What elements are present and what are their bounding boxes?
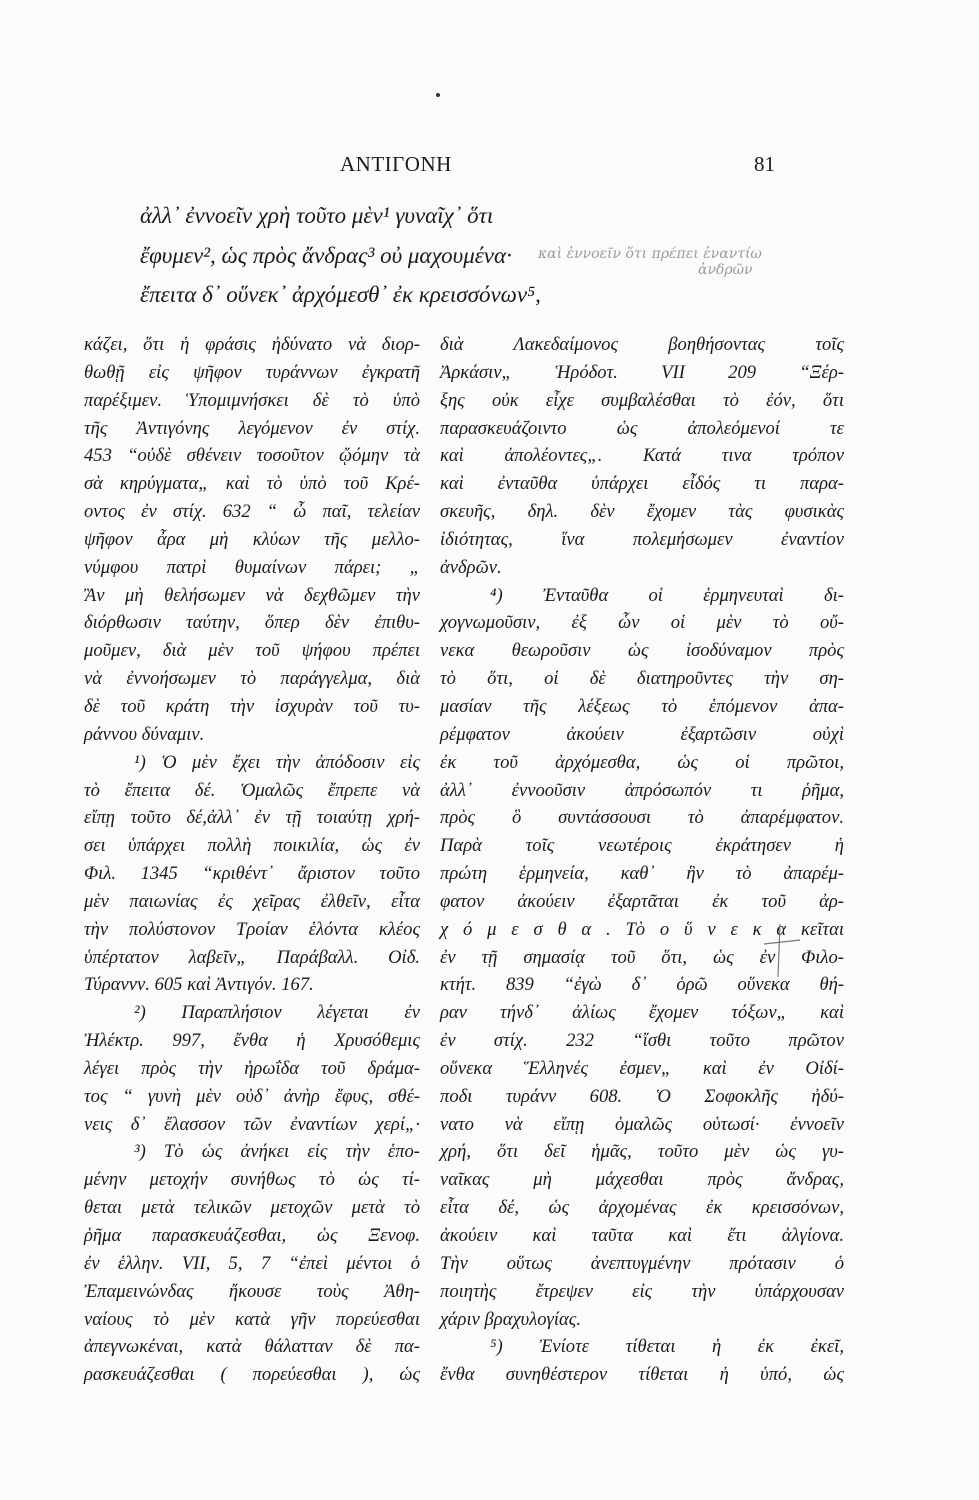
text-line: σει ὑπάρχει πολλὴ ποικιλία, ὡς ἐν	[84, 835, 420, 857]
text-line: διὰ Λακεδαίμονος βοηθήσοντας τοῖς	[440, 334, 844, 355]
text-line: ῥῆμα παρασκευάζεσθαι, ὡς Ξενοφ.	[84, 1225, 420, 1246]
text-line: ἰδιότητας, ἵνα πολεμήσωμεν ἐναντίον	[440, 528, 844, 550]
text-line: νεκα θεωροῦσιν ὡς ἰσοδύναμον πρὸς	[440, 640, 844, 662]
text-line: καὶ ἐνταῦθα ὑπάρχει εἶδός τι παρα-	[440, 473, 844, 495]
text-line: ἀλλ᾽ ἐννοοῦσιν ἀπρόσωπόν τι ῥῆμα,	[440, 779, 844, 801]
text-line: Τὴν οὕτως ἀνεπτυγμένην πρότασιν ὁ	[440, 1252, 844, 1274]
text-line: παρασκευάζοιντο ὡς ἀπολεόμενοί τε	[440, 417, 844, 439]
text-line: μασίαν τῆς λέξεως τὸ ἑπόμενον ἀπα-	[440, 695, 844, 717]
text-line: νύμφου πατρὶ θυμαίνων πάρει; „	[84, 556, 420, 578]
text-line: νατο νὰ εἴπῃ ὁμαλῶς οὑτωσί· ἐννοεῖν	[440, 1113, 844, 1135]
text-line: κτήτ. 839 “ἐγὼ δ᾽ ὁρῶ οὕνεκα θή-	[440, 974, 844, 996]
right-column-commentary	[440, 331, 844, 1389]
text-line: χ ό μ ε σ θ α . Τὸ ο ὕ ν ε κ α κεῖται	[440, 918, 844, 940]
text-line: οντος ἐν στίχ. 632 “ ὦ παῖ, τελείαν	[84, 501, 420, 523]
verse-line: ἀλλ᾽ ἐννοεῖν χρὴ τοῦτο μὲν¹ γυναῖχ᾽ ὅτι	[140, 203, 494, 228]
text-line: ⁴) Ἐνταῦθα οἱ ἑρμηνευταὶ δι-	[490, 584, 844, 606]
text-line: τὸ ὅτι, οἱ δὲ διατηροῦντες τὴν ση-	[440, 668, 844, 690]
text-line: Παρὰ τοῖς νεωτέροις ἐκράτησεν ἡ	[440, 835, 844, 857]
verse-quotation	[140, 196, 541, 315]
text-line: Τύραννν. 605 καὶ Ἀντιγόν. 167.	[84, 974, 314, 996]
text-line: νεις δ᾽ ἔλασσον τῶν ἐναντίων χερί„·	[84, 1113, 420, 1135]
running-title: ΑΝΤΙΓΟΝΗ	[340, 152, 452, 176]
text-line: τῆς Ἀντιγόνης λεγόμενον ἐν στίχ.	[84, 417, 420, 439]
text-line: ἔνθα συνηθέστερον τίθεται ἡ ὑπό, ὡς	[440, 1364, 844, 1386]
text-line: ρέμφατον ἀκούειν ἐξαρτῶσιν οὐχὶ	[440, 723, 844, 745]
page-number: 81	[754, 152, 775, 176]
text-line: μένην μετοχήν συνήθως τὸ ὡς τί-	[84, 1169, 420, 1191]
text-line: ἀκούειν καὶ ταῦτα καὶ ἔτι ἀλγίονα.	[440, 1225, 844, 1246]
ink-speck	[436, 93, 440, 97]
text-line: ψῆφον ἆρα μὴ κλύων τῆς μελλο-	[84, 528, 420, 550]
text-line: σὰ κηρύγματα„ καὶ τὸ ὑπὸ τοῦ Κρέ-	[84, 473, 420, 495]
text-line: Ἀρκάσιν„ Ἡρόδοτ. VII 209 “Ξέρ-	[440, 361, 844, 383]
text-line: Ἠλέκτρ. 997, ἔνθα ἡ Χρυσόθεμις	[84, 1030, 420, 1052]
text-line: νὰ ἐννοήσωμεν τὸ παράγγελμα, διὰ	[84, 668, 420, 690]
text-line: ναίους τὸ μὲν κατὰ γῆν πορεύεσθαι	[84, 1308, 420, 1330]
text-line: ναῖκας μὴ μάχεσθαι πρὸς ἄνδρας,	[440, 1169, 844, 1191]
text-line: οὕνεκα Ἕλληνές ἐσμεν„ καὶ ἐν Οἰδί-	[440, 1057, 844, 1079]
text-line: Ἂν μὴ θελήσωμεν νὰ δεχθῶμεν τὴν	[84, 584, 420, 606]
text-line: σκευῆς, δηλ. δὲν ἔχομεν τὰς φυσικὰς	[440, 501, 844, 523]
text-line: Φιλ. 1345 “κριθέντ᾽ ἄριστον τοῦτο	[84, 863, 420, 885]
text-line: ράννου δύναμιν.	[84, 723, 205, 745]
text-line: ρασκευάζεσθαι ( πορεύεσθαι ), ὡς	[84, 1364, 420, 1386]
text-line: ποιητὴς ἔτρεψεν εἰς τὴν ὑπάρχουσαν	[440, 1280, 844, 1302]
text-line: ἀπεγνωκέναι, κατὰ θάλατταν δὲ πα-	[84, 1336, 420, 1358]
text-line: εἴπῃ τοῦτο δέ,ἀλλ᾽ ἐν τῇ τοιαύτῃ χρή-	[84, 807, 420, 829]
text-line: ὑπέρτατον λαβεῖν„ Παράβαλλ. Οἰδ.	[84, 946, 420, 968]
text-line: ⁵) Ἐνίοτε τίθεται ἡ ἐκ ἐκεῖ,	[490, 1336, 844, 1358]
text-line: ἐν τῇ σημασίᾳ τοῦ ὅτι, ὡς ἐν Φιλο-	[440, 946, 844, 968]
text-line: ραν τήνδ᾽ ἀλίως ἔχομεν τόξων„ καὶ	[440, 1002, 844, 1024]
verse-line: ἔφυμεν², ὡς πρὸς ἄνδρας³ οὐ μαχουμένα·	[140, 242, 512, 268]
text-line: ἐν στίχ. 232 “ἴσθι τοῦτο πρῶτον	[440, 1030, 844, 1052]
left-column-commentary	[84, 331, 420, 1389]
text-line: ¹) Ὁ μὲν ἔχει τὴν ἀπόδοσιν εἰς	[134, 751, 420, 773]
text-line: ξης οὐκ εἶχε συμβαλέσθαι τὸ ἐόν, ὅτι	[440, 389, 844, 411]
text-line: ἀνδρῶν.	[440, 556, 502, 578]
text-line: χάριν βραχυλογίας.	[440, 1308, 581, 1330]
text-line: ἐν ἑλλην. VII, 5, 7 “ἐπεὶ μέντοι ὁ	[84, 1252, 420, 1274]
text-line: φατον ἀκούειν ἐξαρτᾶται ἐκ τοῦ ἀρ-	[440, 890, 844, 912]
pencil-cross-mark	[762, 922, 802, 982]
text-line: πρὸς ὃ συντάσσουσι τὸ ἀπαρέμφατον.	[440, 807, 844, 829]
text-line: χογνωμοῦσιν, ἐξ ὧν οἱ μὲν τὸ οὔ-	[440, 612, 844, 634]
verse-line: ἔπειτα δ᾽ οὕνεκ᾽ ἀρχόμεσθ᾽ ἐκ κρεισσόνων⁵,	[140, 282, 541, 307]
text-line: χρή, ὅτι δεῖ ἡμᾶς, τοῦτο μὲν ὡς γυ-	[440, 1141, 844, 1163]
text-line: ²) Παραπλήσιον λέγεται ἐν	[134, 1002, 420, 1024]
text-line: παρέξιμεν. Ὑπομιμνήσκει δὲ τὸ ὑπὸ	[84, 389, 420, 411]
pencil-line: ἀνδρῶν	[698, 262, 753, 278]
text-line: δὲ τοῦ κράτη τὴν ἰσχυρὰν τοῦ τυ-	[84, 695, 420, 717]
text-line: 453 “οὐδὲ σθένειν τοσοῦτον ᾤόμην τὰ	[84, 445, 420, 467]
pencil-line: καὶ ἐννοεῖν ὅτι πρέπει ἐναντίω	[538, 246, 762, 262]
pencil-annotation	[538, 246, 978, 278]
text-line: τὴν πολύστονον Τροίαν ἑλόντα κλέος	[84, 918, 420, 940]
text-line: πρώτη ἑρμηνεία, καθ᾽ ἣν τὸ ἀπαρέμ-	[440, 863, 844, 885]
text-line: ἐκ τοῦ ἀρχόμεσθα, ὡς οἱ πρῶτοι,	[440, 751, 844, 773]
text-line: λέγει πρὸς τὴν ἡρωΐδα τοῦ δράμα-	[84, 1057, 420, 1079]
text-line: εἶτα δέ, ὡς ἀρχομένας ἐκ κρεισσόνων,	[440, 1197, 844, 1219]
text-line: θωθῇ εἰς ψῆφον τυράννων ἐγκρατῆ	[84, 361, 420, 383]
text-line: θεται μετὰ τελικῶν μετοχῶν μετὰ τὸ	[84, 1197, 420, 1219]
text-line: διόρθωσιν ταύτην, ὅπερ δὲν ἐπιθυ-	[84, 612, 420, 634]
text-line: ³) Τὸ ὡς ἀνήκει εἰς τὴν ἑπο-	[134, 1141, 420, 1163]
text-line: τος “ γυνὴ μὲν οὐδ᾽ ἀνὴρ ἔφυς, σθέ-	[84, 1085, 420, 1107]
text-line: Ἐπαμεινώνδας ἤκουσε τοὺς Ἀθη-	[84, 1280, 420, 1302]
text-line: ποδι τυράνν 608. Ὁ Σοφοκλῆς ἠδύ-	[440, 1085, 844, 1107]
text-line: τὸ ἔπειτα δέ. Ὁμαλῶς ἔπρεπε νὰ	[84, 779, 420, 801]
text-line: καὶ ἀπολέοντες„. Κατά τινα τρόπον	[440, 445, 844, 467]
text-line: μὲν παιωνίας ἐς χεῖρας ἐλθεῖν, εἶτα	[84, 890, 420, 912]
text-line: κάζει, ὅτι ἡ φράσις ἠδύνατο νὰ διορ-	[84, 334, 420, 355]
text-line: μοῦμεν, διὰ μὲν τοῦ ψήφου πρέπει	[84, 640, 420, 662]
